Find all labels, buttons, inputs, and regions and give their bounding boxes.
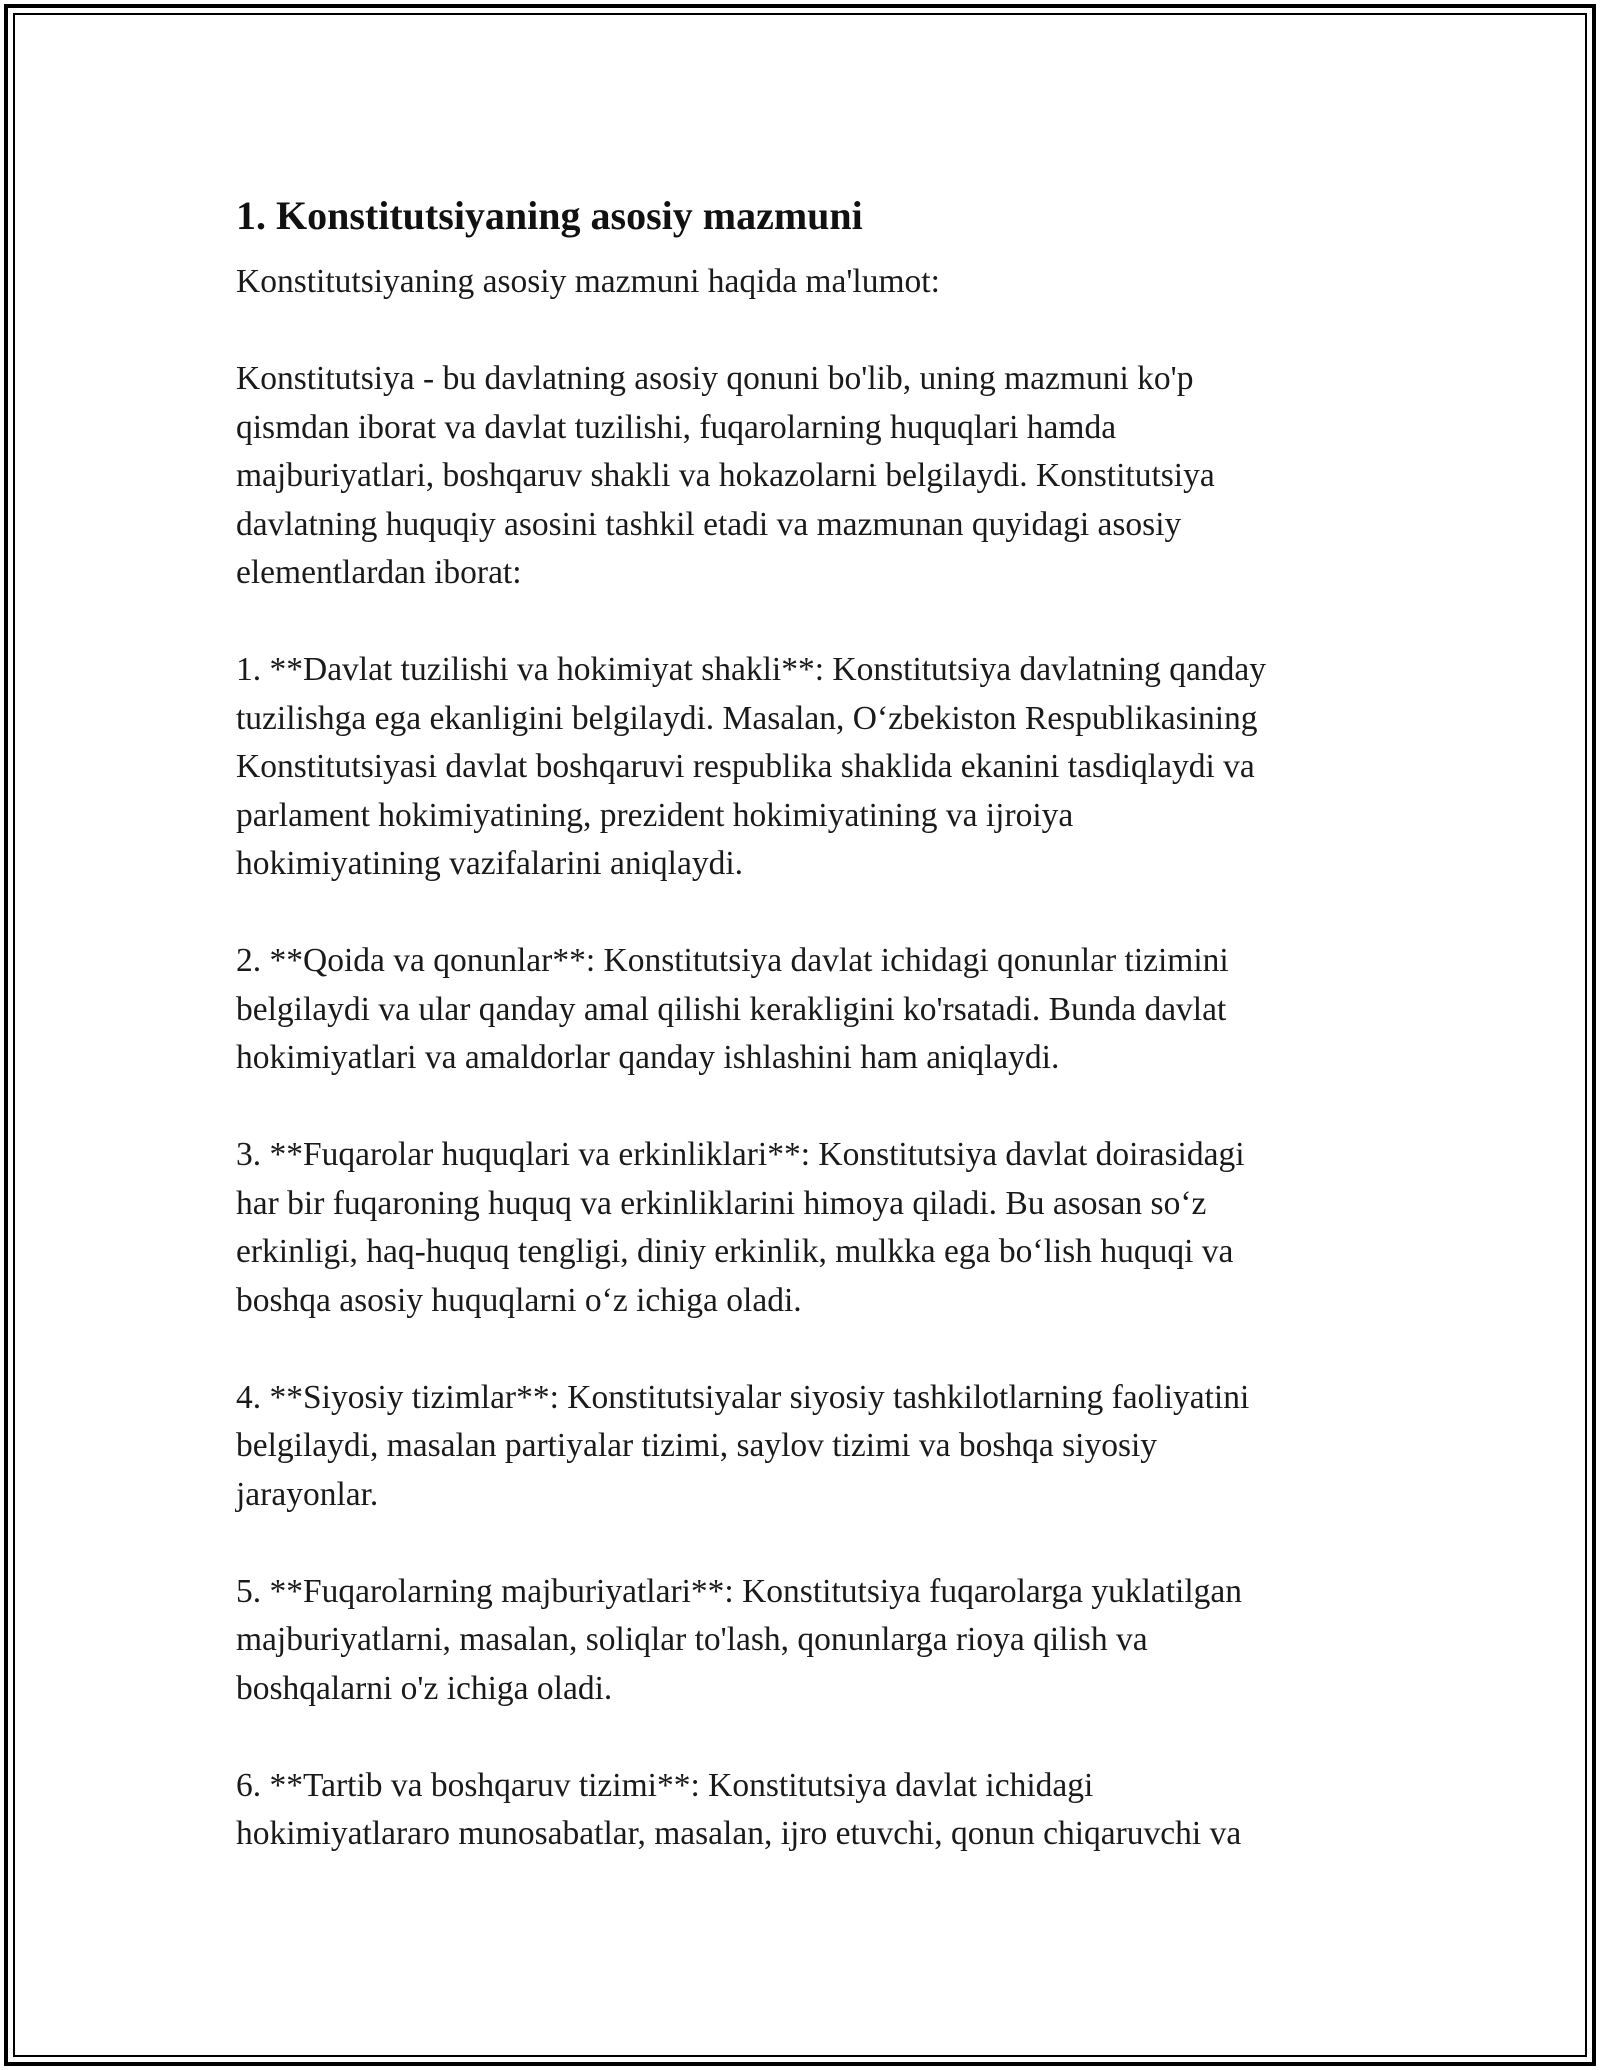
text-line: majburiyatlarni, masalan, soliqlar to'lash, qonunlarga rioya qilish va (236, 1621, 1148, 1658)
text-line: hokimiyatlararo munosabatlar, masalan, ijro etuvchi, qonun chiqaruvchi va (236, 1815, 1242, 1852)
text-line: 5. **Fuqarolarning majburiyatlari**: Konstitutsiya fuqarolarga yuklatilgan (236, 1572, 1243, 1610)
document-title: 1. Konstitutsiyaning asosiy mazmuni (236, 193, 863, 238)
text-line: erkinligi, haq-huquq tengligi, diniy erkinlik, mulkka ega bo‘lish huquqi va (236, 1233, 1234, 1270)
list-item-5 (236, 1568, 1406, 1714)
text-line: elementlardan iborat: (236, 554, 522, 591)
list-item-3 (236, 1131, 1406, 1325)
text-line: Konstitutsiya - bu davlatning asosiy qonuni bo'lib, uning mazmuni ko'p (236, 360, 1194, 397)
text-line: tuzilishga ega ekanligini belgilaydi. Masalan, O‘zbekiston Respublikasining (236, 699, 1258, 737)
text-line: davlatning huquqiy asosini tashkil etadi va mazmunan quyidagi asosiy (236, 505, 1182, 543)
text-line: parlament hokimiyatining, prezident hokimiyatining va ijroiya (236, 796, 1074, 834)
intro-text: Konstitutsiyaning asosiy mazmuni haqida ma'lumot: (236, 263, 940, 300)
text-line: 2. **Qoida va qonunlar**: Konstitutsiya davlat ichidagi qonunlar tizimini (236, 942, 1229, 979)
text-line: belgilaydi, masalan partiyalar tizimi, saylov tizimi va boshqa siyosiy (236, 1427, 1158, 1464)
list-item-2 (236, 937, 1406, 1083)
text-line: har bir fuqaroning huquq va erkinliklarini himoya qiladi. Bu asosan so‘z (236, 1184, 1207, 1222)
text-line: qismdan iborat va davlat tuzilishi, fuqarolarning huquqlari hamda (236, 408, 1117, 446)
text-line: boshqa asosiy huquqlarni o‘z ichiga oladi. (236, 1281, 802, 1319)
list-item-4 (236, 1374, 1406, 1520)
list-item-1 (236, 646, 1406, 889)
text-line: 3. **Fuqarolar huquqlari va erkinliklari**: Konstitutsiya davlat doirasidagi (236, 1136, 1245, 1173)
text-line: hokimiyatlari va amaldorlar qanday ishlashini ham aniqlaydi. (236, 1039, 1060, 1076)
document-body (236, 188, 1406, 1859)
text-line: 1. **Davlat tuzilishi va hokimiyat shakli**: Konstitutsiya davlatning qanday (236, 651, 1266, 688)
text-line: 4. **Siyosiy tizimlar**: Konstitutsiyalar siyosiy tashkilotlarning faoliyatini (236, 1378, 1250, 1416)
text-line: Konstitutsiyasi davlat boshqaruvi respublika shaklida ekanini tasdiqlaydi va (236, 748, 1255, 785)
list-item-6 (236, 1762, 1406, 1859)
paragraph-definition (236, 355, 1406, 598)
text-line: belgilaydi va ular qanday amal qilishi kerakligini ko'rsatadi. Bunda davlat (236, 990, 1227, 1028)
text-line: hokimiyatining vazifalarini aniqlaydi. (236, 845, 744, 882)
text-line: boshqalarni o'z ichiga oladi. (236, 1669, 613, 1707)
text-line: jarayonlar. (236, 1475, 379, 1513)
text-line: 6. **Tartib va boshqaruv tizimi**: Konstitutsiya davlat ichidagi (236, 1766, 1094, 1804)
text-line: majburiyatlari, boshqaruv shakli va hokazolarni belgilaydi. Konstitutsiya (236, 457, 1215, 494)
